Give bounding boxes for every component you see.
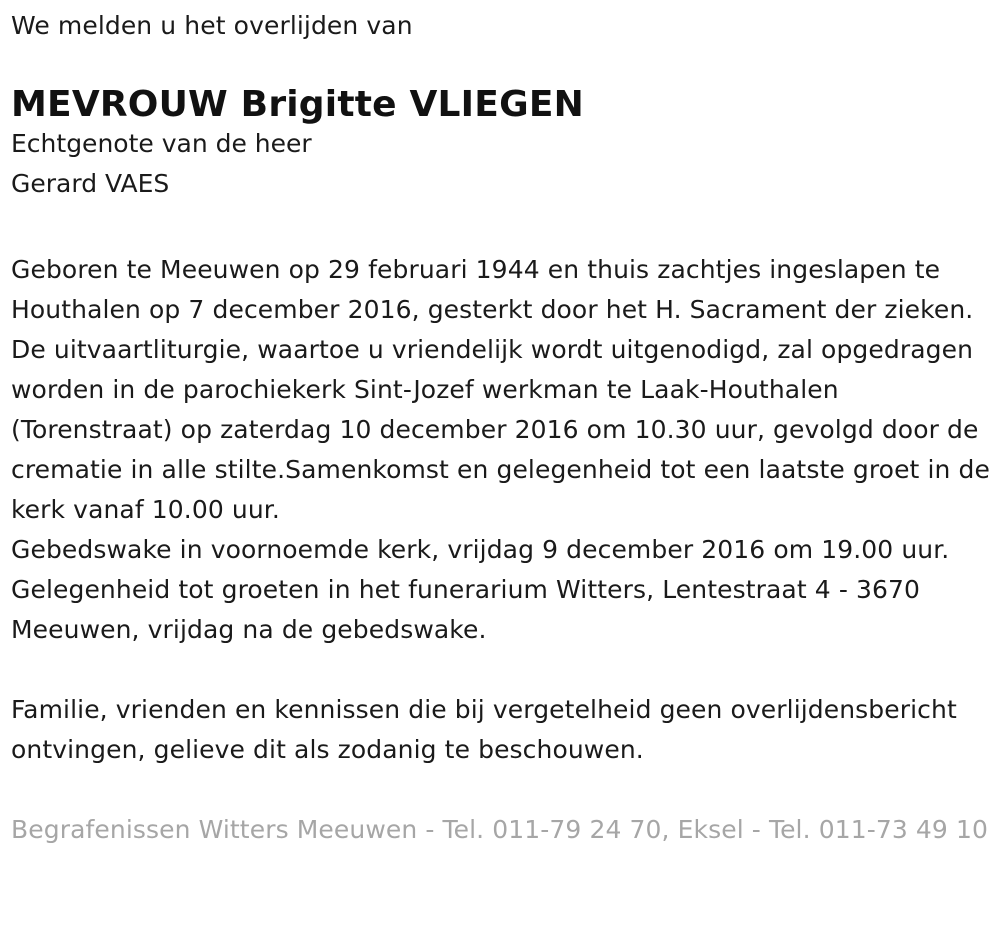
paragraph-vigil: Gebedswake in voornoemde kerk, vrijdag 9 december 2016 om 19.00 uur. [11, 535, 950, 564]
intro-text: We melden u het overlijden van [11, 11, 413, 40]
spouse-line-1: Echtgenote van de heer [11, 129, 312, 158]
paragraph-viewing: Gelegenheid tot groeten in het funerarium Witters, Lentestraat 4 - 3670 Meeuwen, vrijdag na de gebedswake. [11, 575, 921, 644]
spouse-block [11, 124, 996, 204]
paragraph-family-note: Familie, vrienden en kennissen die bij vergetelheid geen overlijdensbericht ontvingen, gelieve dit als zodanig te beschouwen. [11, 695, 957, 764]
death-notice [11, 6, 996, 850]
paragraph-funeral-liturgy: De uitvaartliturgie, waartoe u vriendelijk wordt uitgenodigd, zal opgedragen worden in de parochiekerk Sint-Jozef werkman te Laak-Houthalen (Torenstraat) op zaterdag 10 december 2016 om 10.30 uur, gevolgd door de crematie in alle stilte.Samenkomst en gelegenheid tot een laatste groet in de kerk vanaf 10.00 uur. [11, 335, 990, 524]
spouse-line-2: Gerard VAES [11, 169, 170, 198]
funeral-home-footer: Begrafenissen Witters Meeuwen - Tel. 011-79 24 70, Eksel - Tel. 011-73 49 10 [11, 815, 988, 844]
deceased-name: MEVROUW Brigitte VLIEGEN [11, 84, 584, 125]
paragraph-birth-death: Geboren te Meeuwen op 29 februari 1944 en thuis zachtjes ingeslapen te Houthalen op 7 december 2016, gesterkt door het H. Sacrament der zieken. [11, 255, 974, 324]
